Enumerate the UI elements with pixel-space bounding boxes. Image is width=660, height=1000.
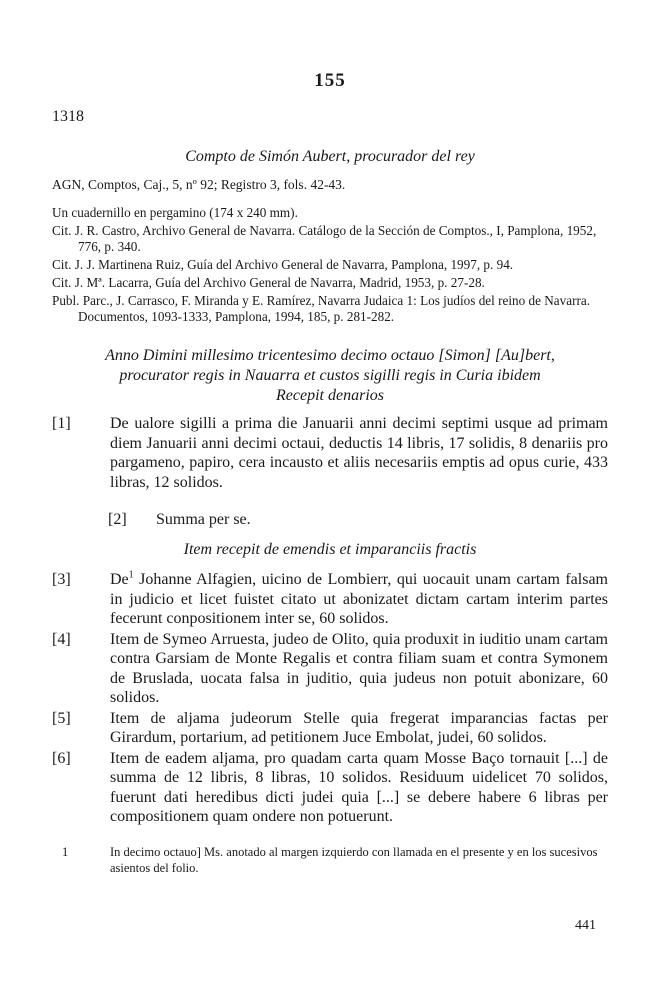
entry — [52, 709, 608, 748]
entry-body: Johanne Alfagien, uicino de Lombierr, qui uocauit unam cartam falsam in judicio et licet fuistet citato ut abonizatet dictam cartam interim partes fecerunt conpositionem inter se, 60 solidos. — [110, 571, 608, 627]
entry-number: [2] — [108, 511, 127, 528]
citation: Cit. J. R. Castro, Archivo General de Navarra. Catálogo de la Sección de Comptos., I, Pamplona, 1952, 776, p. 340. — [52, 223, 597, 254]
citation: Cit. J. Mª. Lacarra, Guía del Archivo General de Navarra, Madrid, 1953, p. 27-28. — [52, 275, 485, 290]
page-number: 441 — [575, 918, 596, 933]
entry-prefix: De — [110, 571, 129, 588]
document-title: Compto de Simón Aubert, procurador del rey — [185, 148, 475, 165]
entry — [52, 630, 608, 708]
footnote-number: 1 — [62, 845, 69, 859]
entry-text: Summa per se. — [156, 511, 251, 528]
footnote — [52, 844, 608, 876]
latin-heading-line: procurator regis in Nauarra et custos sigilli regis in Curia ibidem — [119, 367, 541, 384]
entry-number: [1] — [52, 415, 71, 432]
entry — [52, 570, 608, 629]
latin-heading — [52, 346, 608, 406]
entry-text — [110, 570, 608, 629]
entry — [52, 414, 608, 492]
footnote-marker: 1 — [128, 569, 134, 581]
document-year: 1318 — [52, 108, 84, 125]
sub-entry — [52, 510, 608, 530]
entry-number: [4] — [52, 630, 71, 648]
archive-reference: AGN, Comptos, Caj., 5, nº 92; Registro 3, fols. 42-43. — [52, 177, 346, 192]
latin-heading-line: Anno Dimini millesimo tricentesimo decimo octauo [Simon] [Au]bert, — [105, 347, 555, 364]
citation: Cit. J. J. Martinena Ruiz, Guía del Archivo General de Navarra, Pamplona, 1997, p. 94. — [52, 257, 514, 272]
entry — [52, 749, 608, 827]
citation: Publ. Parc., J. Carrasco, F. Miranda y E. Ramírez, Navarra Judaica 1: Los judíos del reino de Navarra. Documentos, 1093-1333, Pamplona, 1994, 185, p. 281-282. — [52, 293, 591, 324]
entries-section-2 — [52, 570, 608, 828]
latin-heading-line: Recepit denarios — [276, 387, 384, 404]
entry-number: [6] — [52, 749, 71, 767]
entry-text: De ualore sigilli a prima die Januarii anni decimi septimi usque ad primam diem Januarii anni decimi octaui, deductis 14 libris, 17 solidis, 8 denariis pro pargameno, papiro, cera incausto et aliis necesariis emptis ad opus curie, 433 libras, 12 solidos. — [110, 415, 608, 491]
document-number: 155 — [314, 70, 346, 91]
entries-section-1 — [52, 414, 608, 530]
footnote-text: In decimo octauo] Ms. anotado al margen izquierdo con llamada en el presente y en los sucesivos asientos del folio. — [110, 845, 598, 875]
entry-text: Item de eadem aljama, pro quadam carta quam Mosse Baço tornauit [...] de summa de 12 libris, 8 libras, 10 solidos. Residuum uidelicet 70 solidos, fuerunt dati heredibus dicti judei quia [...] se debere habere 6 libras per compositionem quam ondere non potuerunt. — [110, 749, 608, 825]
physical-description: Un cuadernillo en pergamino (174 x 240 mm). — [52, 205, 298, 220]
bibliography — [52, 205, 612, 327]
subheading: Item recepit de emendis et imparanciis fractis — [183, 541, 477, 558]
entry-text: Item de Symeo Arruesta, judeo de Olito, quia produxit in iuditio unam cartam contra Garsiam de Monte Regalis et contra filiam suam et contra Symonem de Bruslada, uocata falsa in juditio, quia judeus non potuit abonizare, 60 solidos. — [110, 630, 608, 706]
entry-text: Item de aljama judeorum Stelle quia fregerat imparancias factas per Girardum, portarium, ad petitionem Juce Embolat, judei, 60 solidos. — [110, 709, 608, 746]
entry-number: [5] — [52, 709, 71, 727]
entry-number: [3] — [52, 571, 71, 588]
